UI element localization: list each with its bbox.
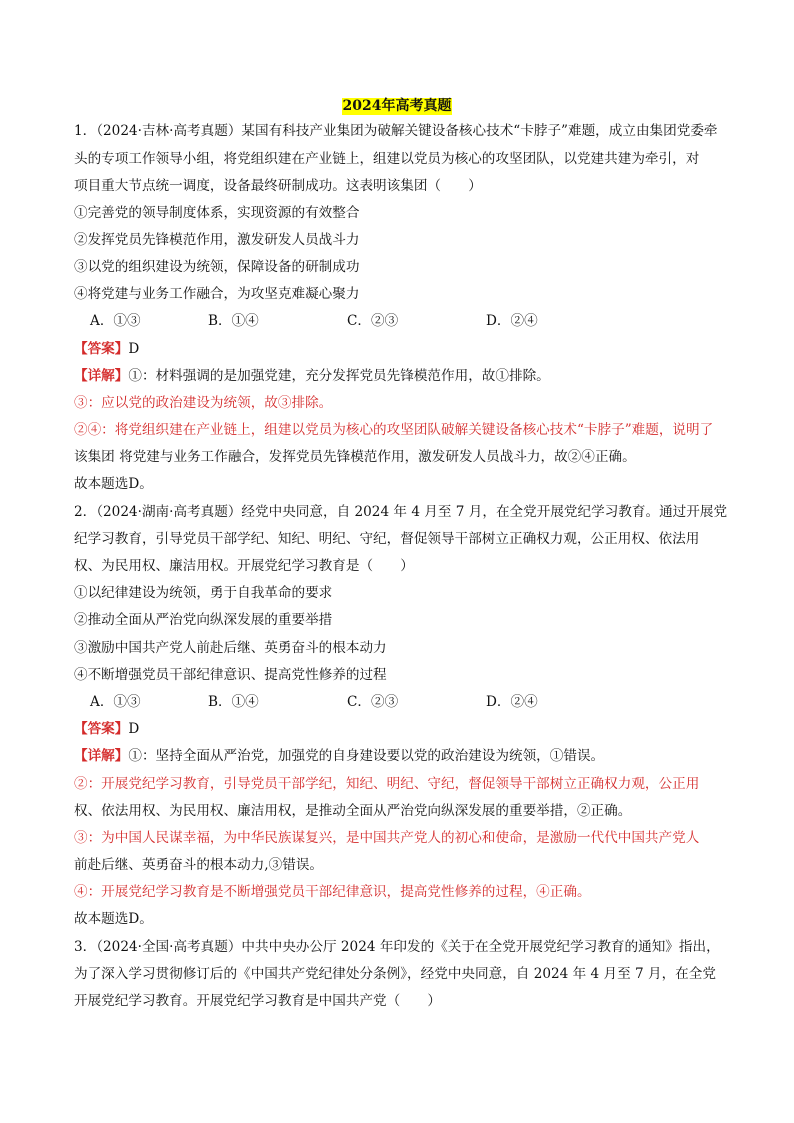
q1-explain-1 [74,368,734,384]
q2-conclusion: 故本题选D。 [74,911,153,927]
q1-choice-a: A．①③ [90,313,141,329]
q1-option-3: ③以党的组织建设为统领，保障设备的研制成功 [74,259,360,275]
q1-stem-line-2: 头的专项工作领导小组，将党组织建在产业链上，组建以党员为核心的攻坚团队，以党建共建为牵引，对 [74,151,700,167]
page-title: 2024年高考真题 [342,98,452,114]
q2-option-4: ④不断增强党员干部纪律意识、提高党性修养的过程 [74,667,387,683]
q2-choice-a: A．①③ [90,694,141,710]
q1-explain-2: ③：应以党的政治建设为统领，故③排除。 [74,395,333,411]
q1-stem-line-1: 1．（2024·吉林·高考真题）某国有科技产业集团为破解关键设备核心技术“卡脖子”难题，成立由集团党委牵 [74,123,718,139]
title-container [0,95,794,115]
q1-explain-3b: 该集团 将党建与业务工作融合，发挥党员先锋模范作用，激发研发人员战斗力，故②④正确。 [74,449,636,465]
q2-option-3: ③激励中国共产党人前赴后继、英勇奋斗的根本动力 [74,640,387,656]
q2-stem-line-3: 权、为民用权、廉洁用权。开展党纪学习教育是（ ） [74,558,414,574]
q2-explain-2b: 权、依法用权、为民用权、廉洁用权，是推动全面从严治党向纵深发展的重要举措，②正确。 [74,803,632,819]
q2-choice-d: D．②④ [486,694,538,710]
q2-answer [74,721,734,737]
q2-explain-4: ④：开展党纪学习教育是不断增强党员干部纪律意识，提高党性修养的过程，④正确。 [74,884,591,900]
q2-stem-line-1: 2．（2024·湖南·高考真题）经党中央同意，自 2024 年 4 月至 7 月，在全党开展党纪学习教育。通过开展党 [74,504,728,520]
q2-explain-2a: ②：开展党纪学习教育，引导党员干部学纪，知纪、明纪、守纪，督促领导干部树立正确权力观，公正用 [74,776,700,792]
q1-stem-line-3: 项目重大节点统一调度，设备最终研制成功。这表明该集团（ ） [74,178,482,194]
q2-explain-3b: 前赴后继、英勇奋斗的根本动力,③错误。 [74,857,324,873]
q2-explain-text-1: ①：坚持全面从严治党，加强党的自身建设要以党的政治建设为统领，①错误。 [128,748,605,764]
q1-explain-text-1: ①：材料强调的是加强党建，充分发挥党员先锋模范作用，故①排除。 [128,368,550,384]
q2-explain-3a: ③：为中国人民谋幸福，为中华民族谋复兴，是中国共产党人的初心和使命，是激励一代代中国共产党人 [74,830,700,846]
q1-choice-d: D．②④ [486,313,538,329]
q1-answer-label: 【答案】 [74,341,129,357]
q2-option-1: ①以纪律建设为统领，勇于自我革命的要求 [74,585,333,601]
q2-option-2: ②推动全面从严治党向纵深发展的重要举措 [74,612,333,628]
q1-answer-value: D [128,341,140,357]
q1-choice-b: B．①④ [208,313,259,329]
q1-option-2: ②发挥党员先锋模范作用，激发研发人员战斗力 [74,232,360,248]
q2-explain-1 [74,748,734,764]
q2-stem-line-2: 纪学习教育，引导党员干部学纪、知纪、明纪、守纪，督促领导干部树立正确权力观，公正用权、依法用 [74,531,700,547]
q1-conclusion: 故本题选D。 [74,476,153,492]
q1-explain-label: 【详解】 [74,368,129,384]
q1-answer [74,341,734,357]
q2-answer-value: D [128,721,140,737]
q2-answer-label: 【答案】 [74,721,129,737]
q1-option-4: ④将党建与业务工作融合，为攻坚克难凝心聚力 [74,286,360,302]
q2-explain-label: 【详解】 [74,748,129,764]
q1-explain-3a: ②④：将党组织建在产业链上，组建以党员为核心的攻坚团队破解关键设备核心技术“卡脖子”难题，说明了 [74,422,714,438]
q3-stem-line-3: 开展党纪学习教育。开展党纪学习教育是中国共产党（ ） [74,993,442,1009]
q3-stem-line-1: 3．（2024·全国·高考真题）中共中央办公厅 2024 年印发的《关于在全党开展党纪学习教育的通知》指出， [74,939,720,955]
q3-stem-line-2: 为了深入学习贯彻修订后的《中国共产党纪律处分条例》，经党中央同意，自 2024 年 4 月至 7 月，在全党 [74,966,716,982]
q1-option-1: ①完善党的领导制度体系，实现资源的有效整合 [74,205,360,221]
q2-choice-b: B．①④ [208,694,259,710]
q2-choice-c: C．②③ [347,694,399,710]
q1-choice-c: C．②③ [347,313,399,329]
